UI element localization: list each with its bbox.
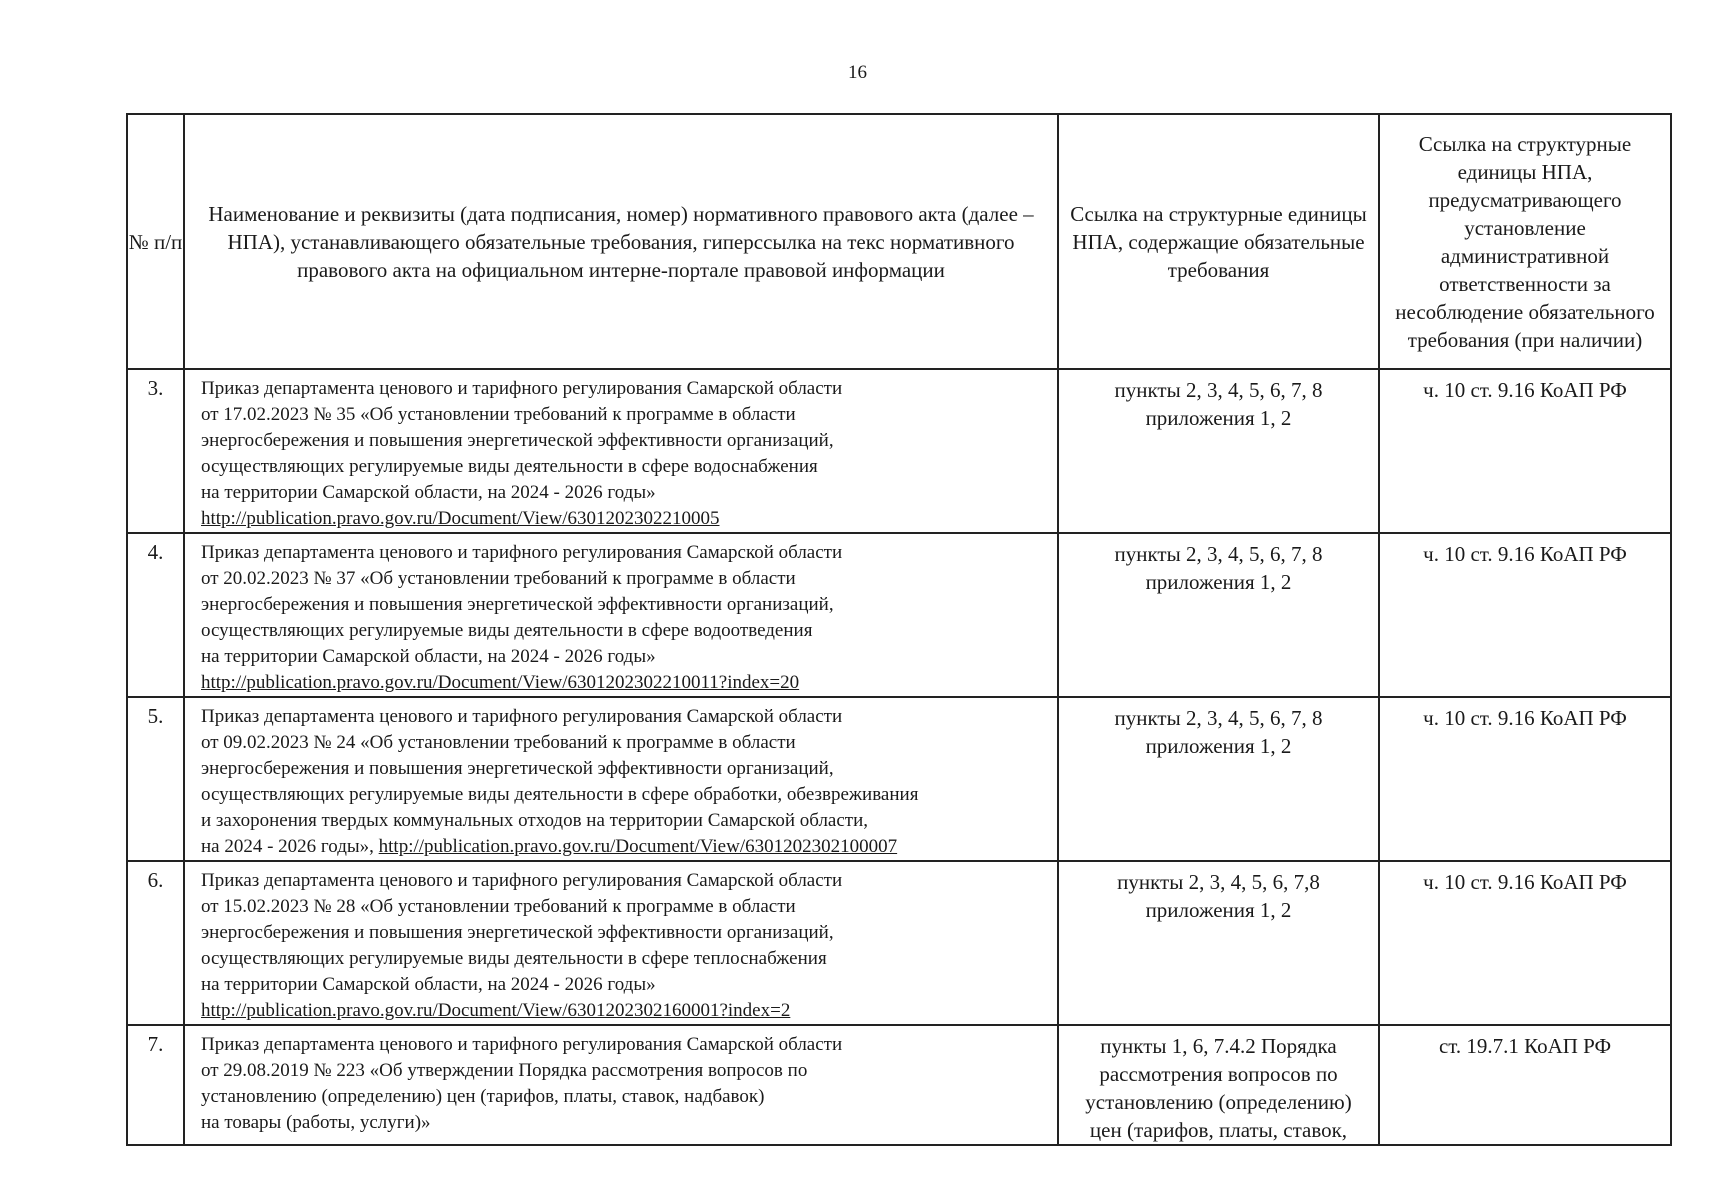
act-description: Приказ департамента ценового и тарифного регулирования Самарской области от 17.02.2023 № 35 «Об установлении требований к программе в области энергосбережения и повышения энергетической эффективности организаций, осуществляющих регулируемые виды деятельности в сфере водоснабжения на территории Самарской области, на 2024 - 2026 годы» [201,378,843,503]
header-act-name: Наименование и реквизиты (дата подписания, номер) нормативного правового акта (далее – НПА), устанавливающего обязательные требования, гиперссылка на текс нормативного правового акта на официальном интерне-портале правовой информации [184,114,1058,369]
act-cell [184,1025,1058,1145]
table-row [127,1025,1671,1145]
act-description: Приказ департамента ценового и тарифного регулирования Самарской области от 20.02.2023 № 37 «Об установлении требований к программе в области энергосбережения и повышения энергетической эффективности организаций, осуществляющих регулируемые виды деятельности в сфере водоотведения на территории Самарской области, на 2024 - 2026 годы» [201,542,843,667]
act-cell [184,697,1058,861]
header-liability-units: Ссылка на структурные единицы НПА, предусматривающего установление административной ответственности за несоблюдение обязательного требования (при наличии) [1379,114,1671,369]
row-number: 5. [127,697,184,861]
header-structural-units: Ссылка на структурные единицы НПА, содержащие обязательные требования [1058,114,1379,369]
act-hyperlink[interactable]: http://publication.pravo.gov.ru/Document/View/6301202302210005 [201,508,720,529]
act-cell [184,369,1058,533]
table-row [127,533,1671,697]
liability-cell: ч. 10 ст. 9.16 КоАП РФ [1379,697,1671,861]
table-row [127,861,1671,1025]
table-row [127,697,1671,861]
act-hyperlink[interactable]: http://publication.pravo.gov.ru/Document/View/6301202302160001?index=2 [201,1000,791,1021]
page-number: 16 [848,62,867,83]
liability-cell: ч. 10 ст. 9.16 КоАП РФ [1379,861,1671,1025]
liability-cell: ст. 19.7.1 КоАП РФ [1379,1025,1671,1145]
header-number: № п/п [127,114,184,369]
row-number: 7. [127,1025,184,1145]
structural-units-cell: пункты 2, 3, 4, 5, 6, 7, 8 приложения 1, 2 [1058,533,1379,697]
act-hyperlink[interactable]: http://publication.pravo.gov.ru/Document/View/6301202302100007 [378,836,898,857]
act-description: Приказ департамента ценового и тарифного регулирования Самарской области от 29.08.2019 № 223 «Об утверждении Порядка рассмотрения вопросов по установлению (определению) цен (тарифов, платы, ставок, надбавок) на товары (работы, услуги)» [201,1034,843,1133]
structural-units-cell: пункты 1, 6, 7.4.2 Порядка рассмотрения вопросов по установлению (определению) цен (тарифов, платы, ставок, [1058,1025,1379,1145]
act-hyperlink[interactable]: http://publication.pravo.gov.ru/Document/View/6301202302210011?index=20 [201,672,800,693]
row-number: 6. [127,861,184,1025]
regulations-table [126,113,1672,1146]
row-number: 3. [127,369,184,533]
structural-units-cell: пункты 2, 3, 4, 5, 6, 7,8 приложения 1, 2 [1058,861,1379,1025]
act-description: Приказ департамента ценового и тарифного регулирования Самарской области от 09.02.2023 № 24 «Об установлении требований к программе в области энергосбережения и повышения энергетической эффективности организаций, осуществляющих регулируемые виды деятельности в сфере обработки, обезвреживания и захоронения твердых коммунальных отходов на территории Самарской области, на 2024 - 2026 годы», [201,706,919,857]
structural-units-cell: пункты 2, 3, 4, 5, 6, 7, 8 приложения 1, 2 [1058,697,1379,861]
act-cell [184,533,1058,697]
table-row [127,369,1671,533]
table-header-row [127,114,1671,369]
act-description: Приказ департамента ценового и тарифного регулирования Самарской области от 15.02.2023 № 28 «Об установлении требований к программе в области энергосбережения и повышения энергетической эффективности организаций, осуществляющих регулируемые виды деятельности в сфере теплоснабжения на территории Самарской области, на 2024 - 2026 годы» [201,870,843,995]
liability-cell: ч. 10 ст. 9.16 КоАП РФ [1379,533,1671,697]
structural-units-cell: пункты 2, 3, 4, 5, 6, 7, 8 приложения 1, 2 [1058,369,1379,533]
row-number: 4. [127,533,184,697]
liability-cell: ч. 10 ст. 9.16 КоАП РФ [1379,369,1671,533]
act-cell [184,861,1058,1025]
